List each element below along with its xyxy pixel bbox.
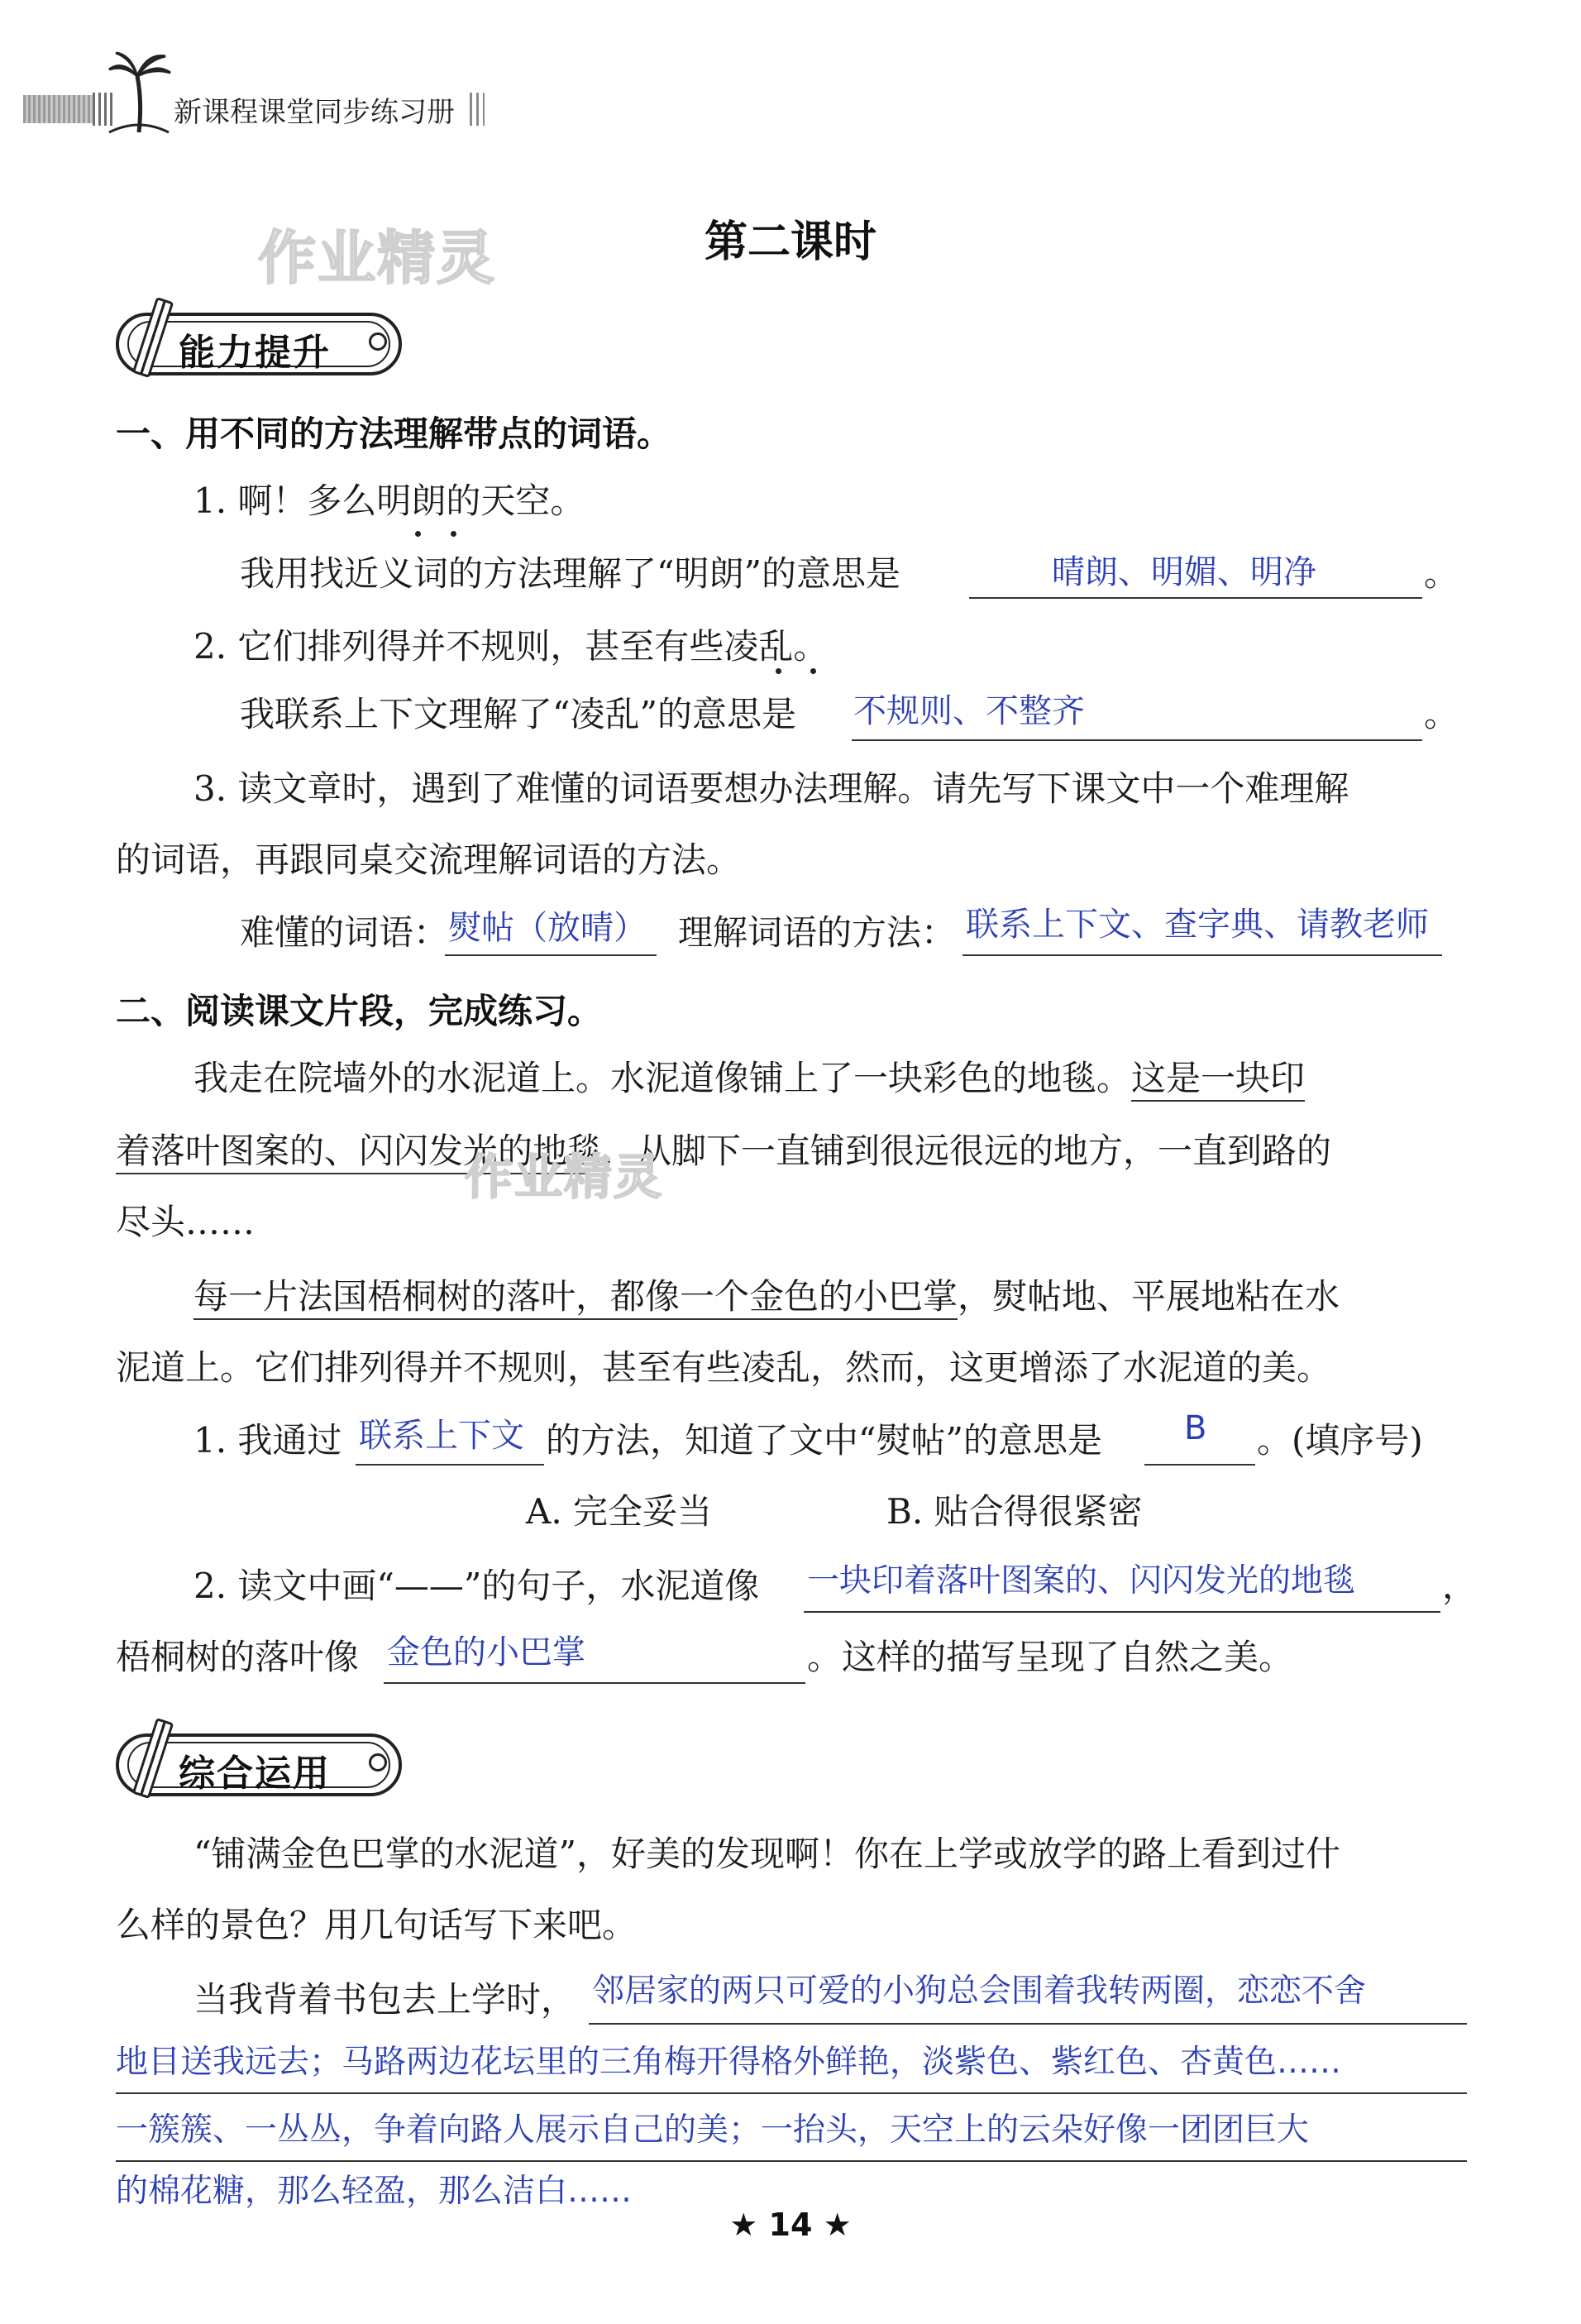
emphasis-dot (810, 668, 816, 674)
writing-line[interactable] (116, 2092, 1467, 2094)
watermark: 作业精灵 (258, 224, 496, 292)
p2-q1-pre: 1. 我通过 (193, 1420, 342, 1461)
emphasis-dot (776, 668, 781, 674)
q3-word-answer: 熨帖（放晴） (448, 909, 647, 947)
q2-prompt: 我联系上下文理解了“凌乱”的意思是 (240, 694, 796, 734)
q3-method-answer: 联系上下文、查字典、请教老师 (966, 906, 1429, 944)
underlined-sentence: 着落叶图案的、闪闪发光的地毯 (116, 1131, 602, 1174)
passage-p1-line1: 我走在院墙外的水泥道上。水泥道像铺上了一块彩色的地毯。这是一块印 (193, 1055, 1305, 1102)
apply-answer-line4: 的棉花糖，那么轻盈，那么洁白…… (116, 2173, 633, 2210)
q1-sentence: 1. 啊！多么明朗的天空。 (193, 481, 585, 521)
palm-tree-icon (106, 51, 172, 134)
answer-blank[interactable] (962, 954, 1442, 956)
p2-q1-post: 。(填序号) (1257, 1420, 1423, 1461)
q1-prompt: 我用找近义词的方法理解了“明朗”的意思是 (240, 553, 900, 594)
underlined-sentence: 这是一块印 (1131, 1058, 1305, 1102)
underlined-sentence: 每一片法国梧桐树的落叶，都像一个金色的小巴掌 (193, 1276, 958, 1320)
apply-prompt-line1: “铺满金色巴掌的水泥道”，好美的发现啊！你在上学或放学的路上看到过什 (193, 1834, 1340, 1874)
apply-answer-pre: 当我背着书包去上学时， (193, 1979, 576, 2020)
watermark: 作业精灵 (465, 1149, 664, 1205)
option-b: B. 贴合得很紧密 (886, 1491, 1143, 1532)
answer-blank[interactable] (356, 1464, 544, 1466)
emphasis-dot (415, 531, 421, 537)
answer-blank[interactable] (852, 739, 1422, 741)
answer-blank[interactable] (804, 1611, 1440, 1613)
p2-q2-answer2: 金色的小巴掌 (387, 1633, 585, 1671)
p2-q2-line2-pre: 梧桐树的落叶像 (116, 1637, 360, 1677)
header-end-bars (470, 93, 485, 126)
q3-line1: 3. 读文章时，遇到了难懂的词语要想办法理解。请先写下课文中一个难理解 (193, 768, 1349, 809)
p2-q2-line2-post: 。这样的描写呈现了自然之美。 (807, 1637, 1294, 1677)
apply-answer-line3: 一簇簇、一丛丛，争着向路人展示自己的美；一抬头，天空上的云朵好像一团团巨大 (116, 2111, 1310, 2149)
q2-end: 。 (1424, 694, 1459, 734)
writing-line[interactable] (116, 2160, 1467, 2162)
answer-blank[interactable] (384, 1682, 805, 1684)
q3-method-label: 理解词语的方法： (678, 912, 957, 953)
passage-p2-line1: 每一片法国梧桐树的落叶，都像一个金色的小巴掌，熨帖地、平展地粘在水 (193, 1274, 1340, 1320)
p2-q2-pre: 2. 读文中画“——”的句子，水泥道像 (193, 1566, 760, 1606)
q1-end: 。 (1424, 553, 1459, 594)
answer-blank[interactable] (1144, 1464, 1255, 1466)
part1-heading: 一、用不同的方法理解带点的词语。 (116, 414, 672, 454)
emphasis-dot (451, 531, 456, 537)
answer-blank[interactable] (445, 954, 657, 956)
q3-line2: 的词语，再跟同桌交流理解词语的方法。 (116, 839, 742, 880)
q3-word-label: 难懂的词语： (240, 912, 449, 953)
answer-blank[interactable] (969, 597, 1422, 599)
q2-sentence: 2. 它们排列得并不规则，甚至有些凌乱。 (193, 626, 829, 667)
p2-q1-method-answer: 联系上下文 (359, 1417, 524, 1455)
option-a: A. 完全妥当 (526, 1491, 713, 1532)
section-badge-ability: 能力提升 (116, 313, 402, 375)
apply-prompt-line2: 么样的景色？用几句话写下来吧。 (116, 1905, 638, 1945)
apply-answer-line1: 邻居家的两只可爱的小狗总会围着我转两圈，恋恋不舍 (592, 1973, 1367, 2010)
passage-p1-line3: 尽头…… (116, 1202, 256, 1242)
lesson-title: 第二课时 (704, 218, 876, 267)
passage-p1-line2: 着落叶图案的、闪闪发光的地毯，从脚下一直铺到很远很远的地方，一直到路的 (116, 1128, 1331, 1174)
part2-heading: 二、阅读课文片段，完成练习。 (116, 991, 603, 1031)
section-badge-apply: 综合运用 (116, 1733, 402, 1796)
page-number: ★ 14 ★ (729, 2207, 852, 2243)
p2-q2-comma: ， (1442, 1566, 1478, 1606)
book-title: 新课程课堂同步练习册 (174, 96, 455, 129)
p2-q1-choice-answer: B (1184, 1409, 1207, 1447)
passage-p2-line2: 泥道上。它们排列得并不规则，甚至有些凌乱，然而，这更增添了水泥道的美。 (116, 1347, 1332, 1388)
q2-answer: 不规则、不整齐 (853, 692, 1085, 730)
apply-answer-line2: 地目送我远去；马路两边花坛里的三角梅开得格外鲜艳，淡紫色、紫红色、杏黄色…… (116, 2044, 1342, 2081)
p2-q1-mid: 的方法，知道了文中“熨帖”的意思是 (546, 1420, 1102, 1461)
writing-line[interactable] (589, 2023, 1467, 2025)
q1-answer: 晴朗、明媚、明净 (1052, 553, 1316, 591)
p2-q2-answer1: 一块印着落叶图案的、闪闪发光的地毯 (807, 1562, 1356, 1600)
